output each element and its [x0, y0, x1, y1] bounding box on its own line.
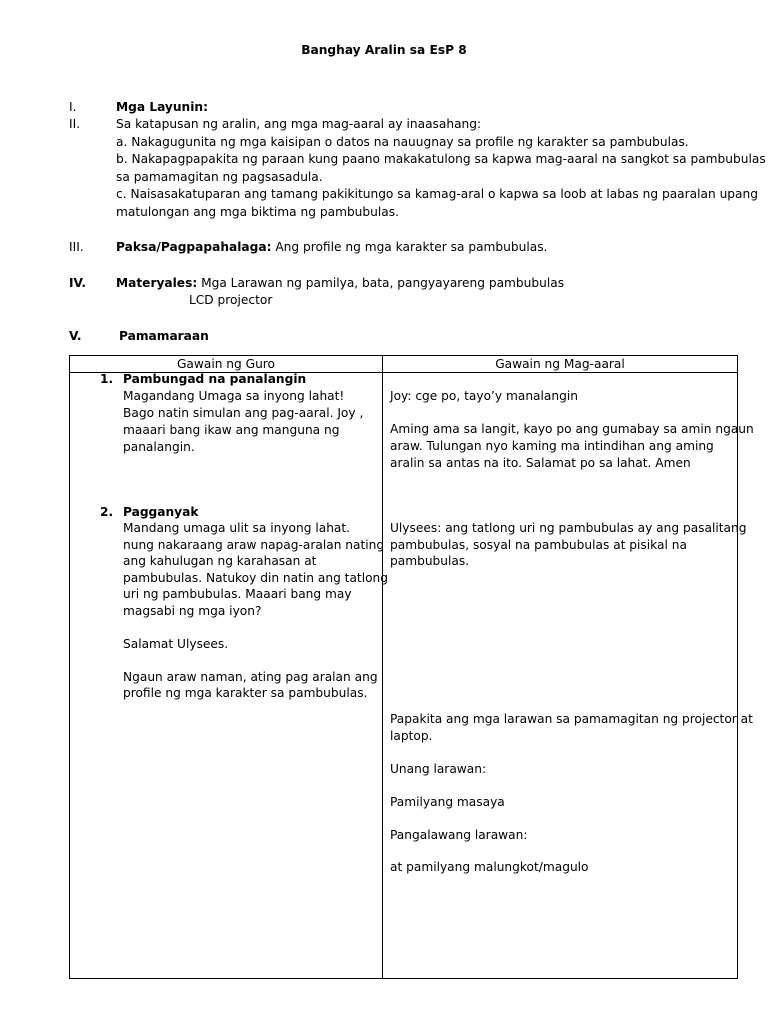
section-1-number: I. [69, 100, 77, 114]
section-4-number: IV. [69, 276, 87, 290]
item-2-number: 2. [100, 505, 114, 519]
pamilyang-masaya-text: Pamilyang masaya [390, 795, 505, 809]
guro-line: Mandang umaga ulit sa inyong lahat. [123, 521, 351, 535]
guro-line: magsabi ng mga iyon? [123, 604, 262, 618]
guro-line: profile ng mga karakter sa pambubulas. [123, 686, 368, 700]
objective-line: a. Nakagugunita ng mga kaisipan o datos na nauugnay sa profile ng karakter sa pambubulas. [116, 135, 689, 149]
guro-line: maaari bang ikaw ang manguna ng [123, 423, 340, 437]
objective-line: b. Nakapagpapakita ng paraan kung paano makakatulong sa kapwa mag-aaral na sangkot sa pambubulas [116, 152, 766, 166]
objective-line: sa pamamagitan ng pagsasadula. [116, 170, 323, 184]
document-title: Banghay Aralin sa EsP 8 [301, 43, 467, 57]
item-1-title: Pambungad na panalangin [123, 372, 307, 386]
section-4-text: Mga Larawan ng pamilya, bata, pangyayareng pambubulas [197, 276, 565, 290]
item-2-title: Pagganyak [123, 505, 199, 519]
papakita-line: laptop. [390, 729, 433, 743]
section-3-number: III. [69, 240, 84, 254]
section-3-text: Ang profile ng mga karakter sa pambubulas. [271, 240, 548, 254]
table-header-row [70, 356, 738, 373]
prayer-line: aralin sa antas na ito. Salamat po sa lahat. Amen [390, 456, 691, 470]
section-3-line [116, 239, 547, 256]
guro-thanks: Salamat Ulysees. [123, 637, 229, 651]
ulysees-line: pambubulas. [390, 554, 470, 568]
objective-line: matulongan ang mga biktima ng pambubulas. [116, 205, 399, 219]
guro-line: panalangin. [123, 440, 195, 454]
ulysees-line: Ulysees: ang tatlong uri ng pambubulas ay ang pasalitang [390, 521, 747, 535]
guro-line: Magandang Umaga sa inyong lahat! [123, 389, 345, 403]
pamamaraan-table [69, 355, 754, 979]
guro-line: uri ng pambubulas. Maaari bang may [123, 587, 352, 601]
section-1-label: Mga Layunin: [116, 100, 208, 114]
header-gawain-mag-aaral: Gawain ng Mag-aaral [383, 356, 738, 373]
prayer-line: Aming ama sa langit, kayo po ang gumabay sa amin ngaun [390, 422, 754, 436]
guro-line: Ngaun araw naman, ating pag aralan ang [123, 670, 378, 684]
pangalawang-larawan-label: Pangalawang larawan: [390, 828, 528, 842]
ulysees-line: pambubulas, sosyal na pambubulas at pisikal na [390, 538, 687, 552]
section-2-intro: Sa katapusan ng aralin, ang mga mag-aaral ay inaasahang: [116, 117, 482, 131]
joy-response: Joy: cge po, tayo’y manalangin [390, 389, 578, 403]
table-row [70, 373, 738, 979]
guro-line: Bago natin simulan ang pag-aaral. Joy , [123, 406, 364, 420]
item-1-number: 1. [100, 372, 114, 386]
guro-line: ang kahulugan ng karahasan at [123, 554, 317, 568]
guro-line: pambubulas. Natukoy din natin ang tatlong [123, 571, 389, 585]
mag-aaral-cell [383, 373, 754, 979]
prayer-line: araw. Tulungan nyo kaming ma intindihan ang aming [390, 439, 714, 453]
section-3-label: Paksa/Pagpapahalaga: [116, 240, 272, 254]
guro-cell [70, 372, 389, 979]
pamilyang-malungkot-text: at pamilyang malungkot/magulo [390, 860, 589, 874]
section-4-line [116, 275, 564, 292]
section-2-number: II. [69, 117, 81, 131]
objective-line: c. Naisasakatuparan ang tamang pakikitungo sa kamag-aral o kapwa sa loob at labas ng paaralan upang [116, 187, 758, 201]
papakita-line: Papakita ang mga larawan sa pamamagitan ng projector at [390, 712, 753, 726]
section-5-label: Pamamaraan [119, 329, 209, 343]
section-5-number: V. [69, 329, 82, 343]
unang-larawan-label: Unang larawan: [390, 762, 487, 776]
section-4-label: Materyales: [116, 276, 198, 290]
guro-line: nung nakaraang araw napag-aralan nating [123, 538, 385, 552]
section-4-line2: LCD projector [189, 293, 273, 307]
header-gawain-guro: Gawain ng Guro [70, 356, 383, 373]
